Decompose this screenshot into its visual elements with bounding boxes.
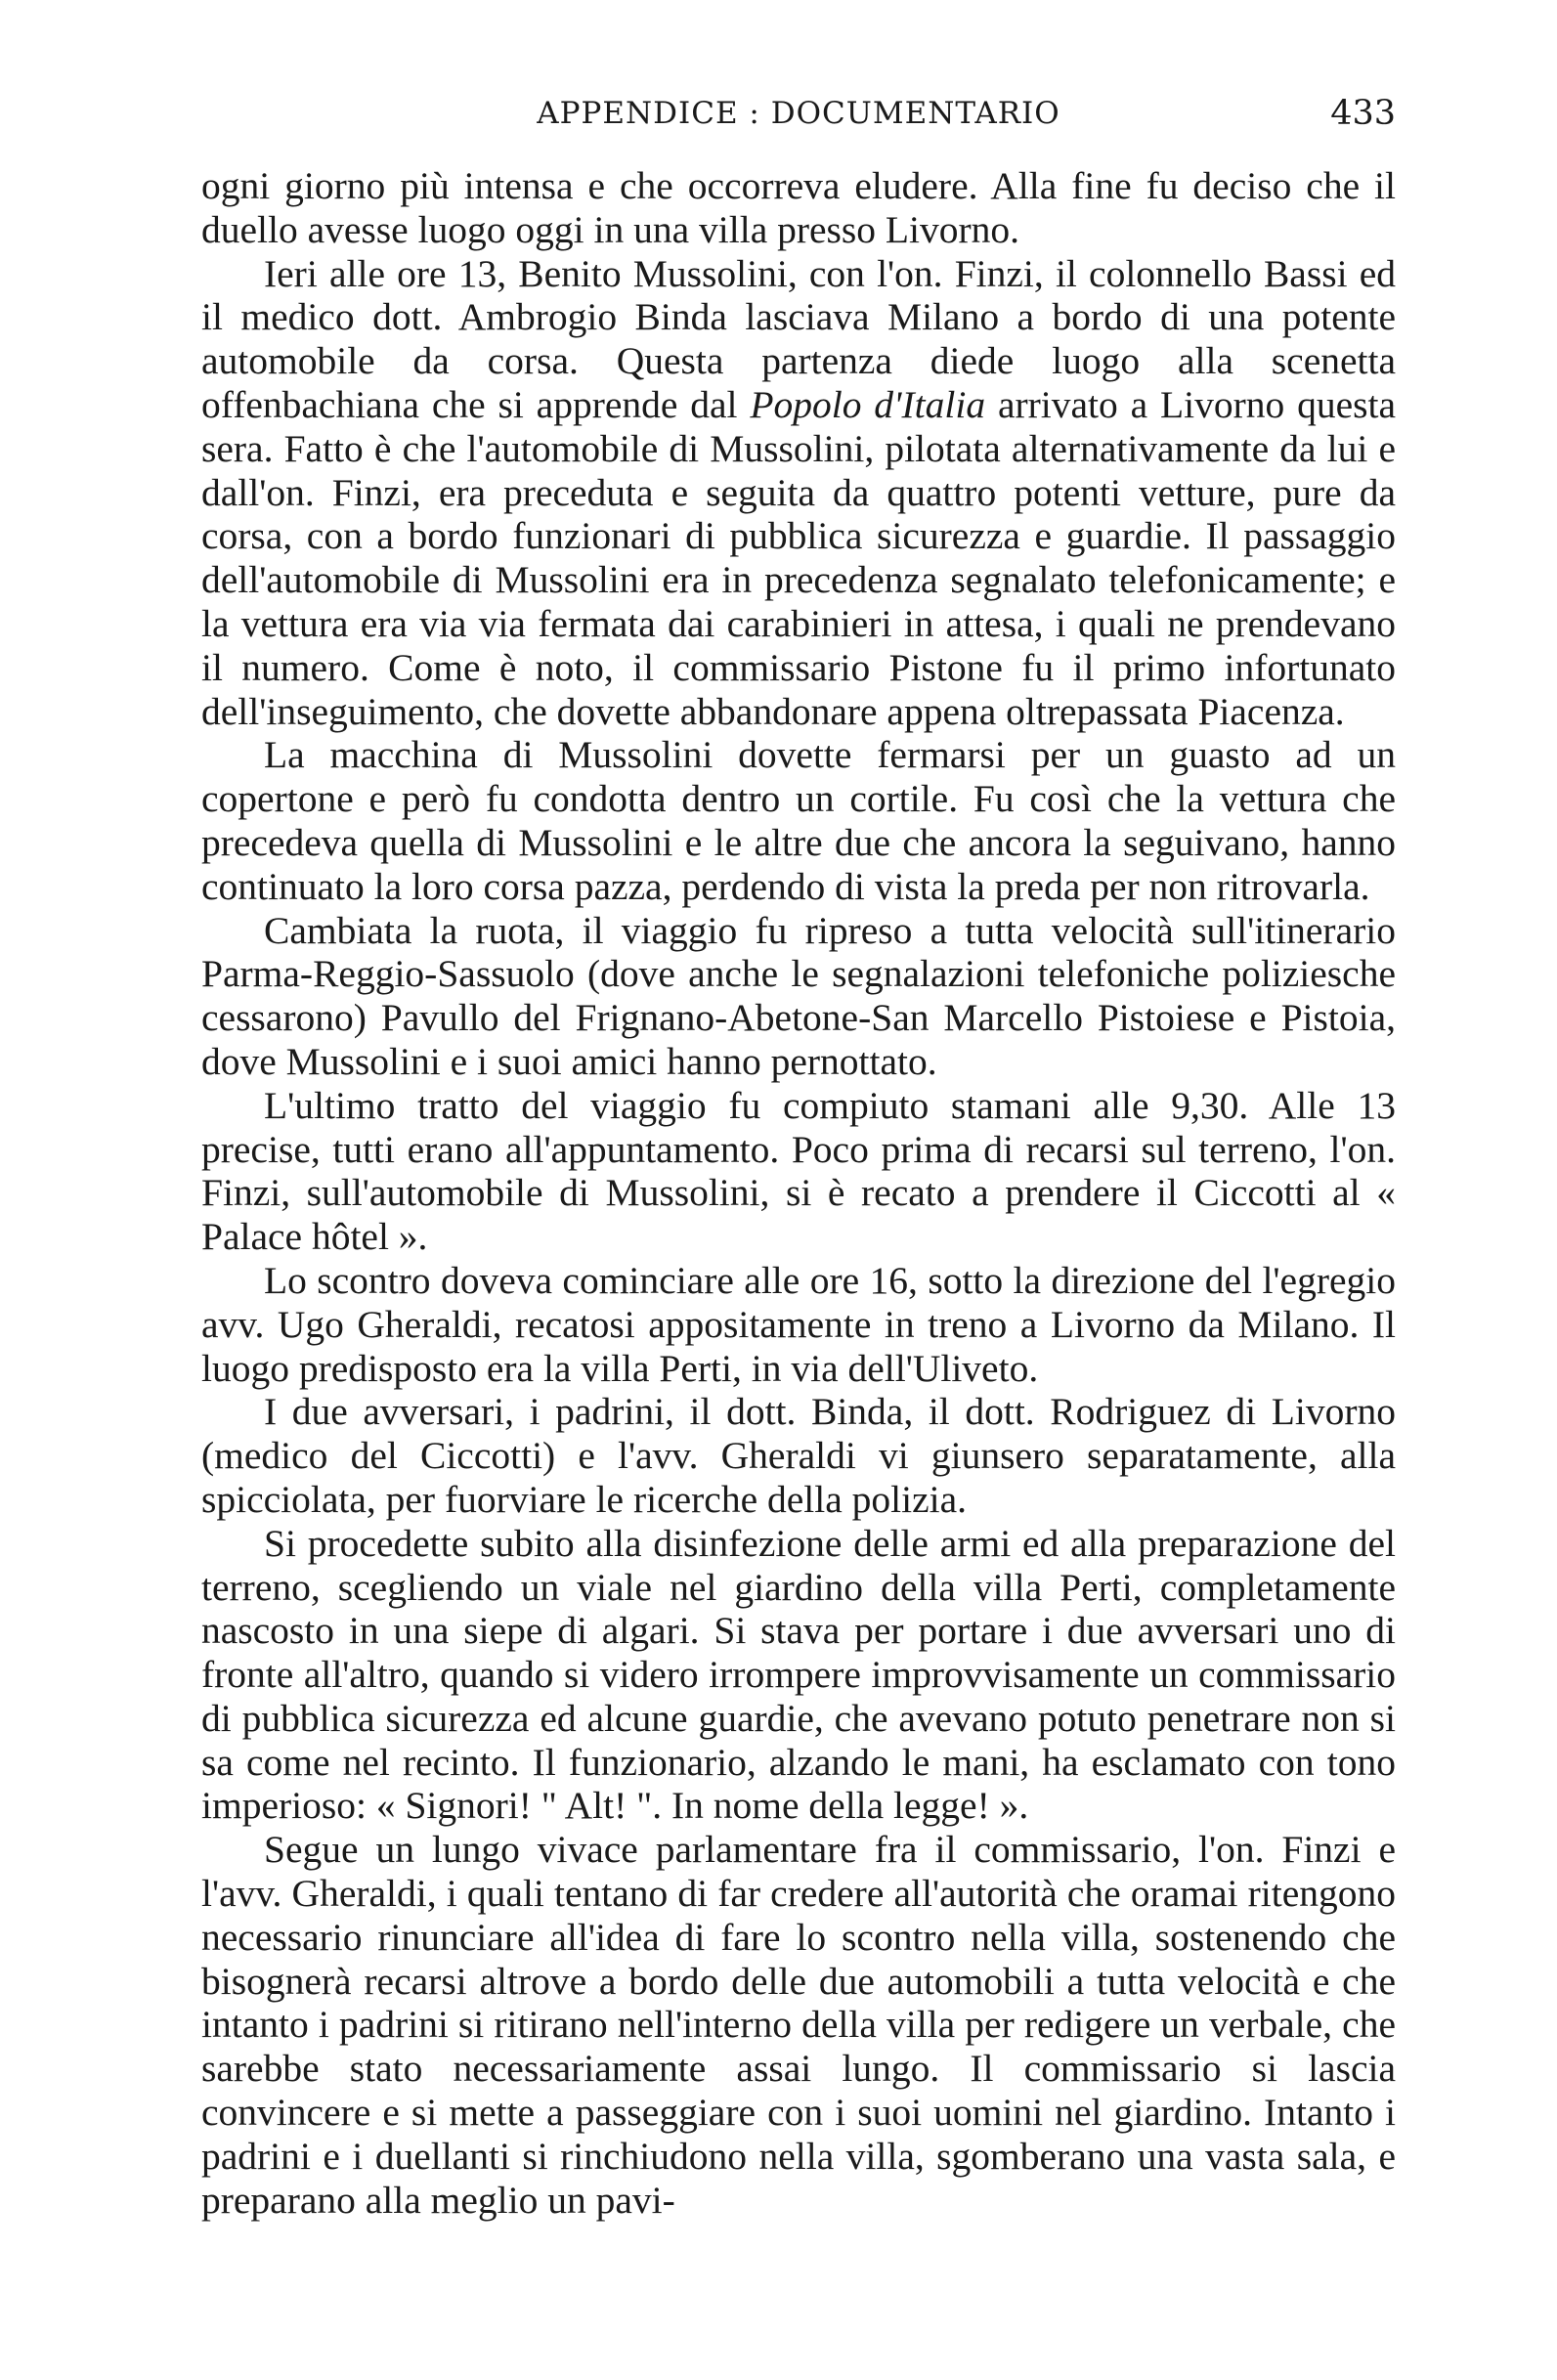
paragraph: L'ultimo tratto del viaggio fu compiuto stamani alle 9,30. Alle 13 precise, tutti erano all'appuntamento. Poco prima di recarsi sul terreno, l'on. Finzi, sull'automobile di Mussolini, si è recato a prendere il Ciccotti al « Palace hôtel ». — [201, 1083, 1396, 1259]
paragraph: Si procedette subito alla disinfezione delle armi ed alla preparazione del terreno, scegliendo un viale nel giardino della villa Perti, completamente nascosto in una siepe di algari. Si stava per portare i due avversari uno di fronte all'altro, quando si videro irrompere improvvisamente un commissario di pubblica sicurezza ed alcune guardie, che avevano potuto penetrare non si sa come nel recinto. Il funzionario, alzando le mani, ha esclamato con tono imperioso: « Signori! " Alt! ". In nome della legge! ». — [201, 1521, 1396, 1828]
document-page — [201, 88, 1396, 2222]
body-text — [201, 164, 1396, 2222]
paragraph: Lo scontro doveva cominciare alle ore 16, sotto la direzione del l'egregio avv. Ugo Gheraldi, recatosi appositamente in treno a Livorno da Milano. Il luogo predisposto era la villa Perti, in via dell'Uliveto. — [201, 1258, 1396, 1390]
paragraph: Cambiata la ruota, il viaggio fu ripreso a tutta velocità sull'itinerario Parma-Reggio-Sassuolo (dove anche le segnalazioni telefoniche poliziesche cessarono) Pavullo del Frignano-Abetone-San Marcello Pistoiese e Pistoia, dove Mussolini e i suoi amici hanno pernottato. — [201, 908, 1396, 1083]
paragraph-text: Ieri alle ore 13, Benito Mussolini, con l'on. Finzi, il colonnello Bassi ed il medico dott. Ambrogio Binda lasciava Milano a bordo di una potente automobile da corsa. Questa partenza diede luogo alla scenetta offenbachiana che si apprende dal — [201, 251, 1396, 426]
paragraph-text: arrivato a Livorno questa sera. Fatto è che l'automobile di Mussolini, pilotata alternativamente da lui e dall'on. Finzi, era preceduta e seguita da quattro potenti vetture, pure da corsa, con a bordo funzionari di pubblica sicurezza e guardie. Il passaggio dell'automobile di Mussolini era in precedenza segnalato telefonicamente; e la vettura era via via fermata dai carabinieri in attesa, i quali ne prendevano il numero. Come è noto, il commissario Pistone fu il primo infortunato dell'inseguimento, che dovette abbandonare appena oltrepassata Piacenza. — [201, 382, 1396, 733]
paragraph: I due avversari, i padrini, il dott. Binda, il dott. Rodriguez di Livorno (medico del Ciccotti) e l'avv. Gheraldi vi giunsero separatamente, alla spicciolata, per fuorviare le ricerche della polizia. — [201, 1390, 1396, 1521]
paragraph — [201, 252, 1396, 734]
paragraph: Segue un lungo vivace parlamentare fra il commissario, l'on. Finzi e l'avv. Gheraldi, i quali tentano di far credere all'autorità che oramai ritengono necessario rinunciare all'idea di fare lo scontro nella villa, sostenendo che bisognerà recarsi altrove a bordo delle due automobili a tutta velocità e che intanto i padrini si ritirano nell'interno della villa per redigere un verbale, che sarebbe stato necessariamente assai lungo. Il commissario si lascia convincere e si mette a passeggiare con i suoi uomini nel giardino. Intanto i padrini e i duellanti si rinchiudono nella villa, sgomberano una vasta sala, e preparano alla meglio un pavi- — [201, 1828, 1396, 2222]
page-number: 433 — [1330, 94, 1396, 133]
newspaper-title: Popolo d'Italia — [750, 382, 986, 426]
running-header — [201, 88, 1396, 133]
paragraph: ogni giorno più intensa e che occorreva eludere. Alla fine fu deciso che il duello avesse luogo oggi in una villa presso Livorno. — [201, 164, 1396, 251]
paragraph: La macchina di Mussolini dovette fermarsi per un guasto ad un copertone e però fu condotta dentro un cortile. Fu così che la vettura che precedeva quella di Mussolini e le altre due che ancora la seguivano, hanno continuato la loro corsa pazza, perdendo di vista la preda per non ritrovarla. — [201, 733, 1396, 908]
running-title: APPENDICE : DOCUMENTARIO — [537, 96, 1060, 131]
